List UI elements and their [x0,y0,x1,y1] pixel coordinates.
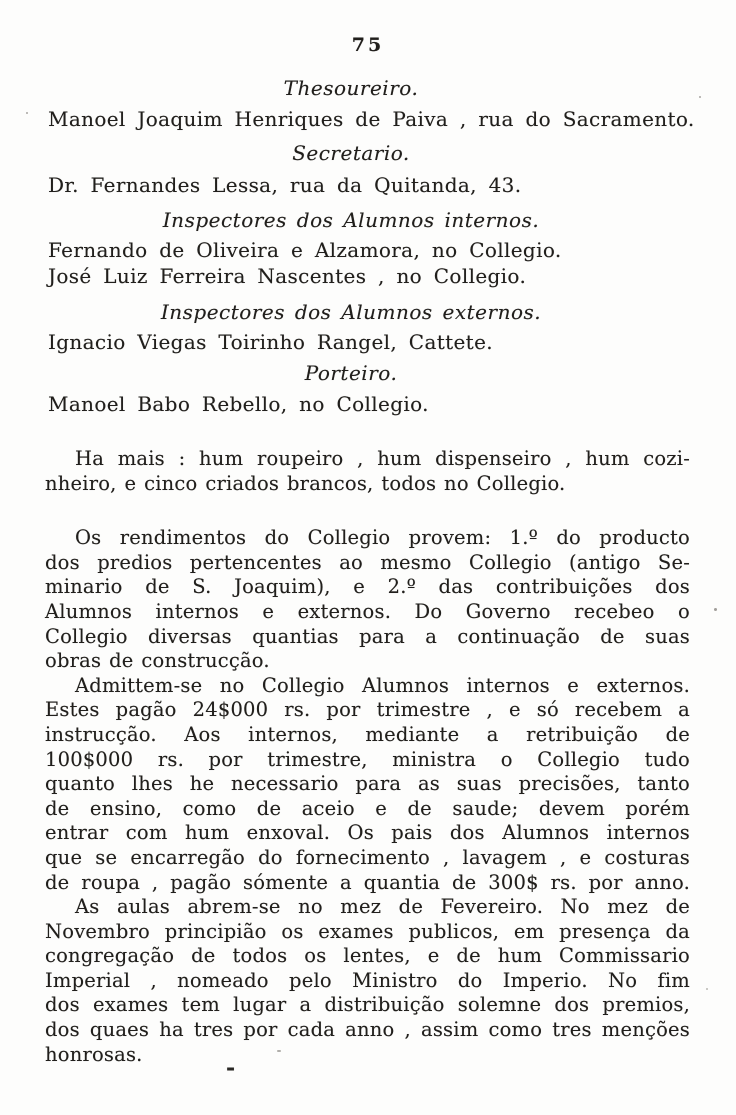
body-line: Estes pagão 24$000 rs. por trimestre , e só recebem a [45,698,690,722]
staff-entry-inspector-externo: Ignacio Viegas Toirinho Rangel, Cattete. [48,330,493,354]
section-heading-secretario: Secretario. [292,141,410,165]
body-line: Alumnos internos e externos. Do Governo recebeo o [45,599,690,623]
section-heading-inspectores-externos: Inspectores dos Alumnos externos. [160,300,542,324]
scan-speck [706,988,708,990]
scan-speck [699,96,701,98]
body-line: dos predios pertencentes ao mesmo Collegio (antigo Se- [45,550,690,574]
body-line: instrucção. Aos internos, mediante a retribuição de [45,722,690,746]
scan-speck [26,112,28,114]
scan-speck [714,608,717,611]
section-heading-inspectores-internos: Inspectores dos Alumnos internos. [162,208,540,232]
staff-entry-porteiro: Manoel Babo Rebello, no Collegio. [48,392,429,416]
body-line: Imperial , nomeado pelo Ministro do Imperio. No fim [45,968,690,992]
body-line: de ensino, como de aceio e de saude; devem porém [45,796,690,820]
body-line: congregação de todos os lentes, e de hum Commissario [45,944,690,968]
staff-entry-inspector-interno-1: Fernando de Oliveira e Alzamora, no Collegio. [48,238,562,262]
body-line: nheiro, e cinco criados brancos, todos no Collegio. [45,471,566,495]
paragraph-ha-mais [45,447,690,496]
staff-entry-thesoureiro: Manoel Joaquim Henriques de Paiva , rua do Sacramento. [48,107,695,131]
staff-entry-inspector-interno-2: José Luiz Ferreira Nascentes , no Collegio. [48,264,527,288]
section-heading-thesoureiro: Thesoureiro. [283,76,419,100]
scan-speck [277,1050,281,1052]
body-line: 100$000 rs. por trimestre, ministra o Collegio tudo [45,747,690,771]
body-line: Ha mais : hum roupeiro , hum dispenseiro , hum cozi- [75,447,690,470]
body-line: dos exames tem lugar a distribuição solemne dos premios, [45,993,690,1017]
body-line: entrar com hum enxoval. Os pais dos Alumnos internos [45,821,690,845]
body-line: minario de S. Joaquim), e 2.º das contribuições dos [45,575,690,599]
body-line: de roupa , pagão sómente a quantia de 300$ rs. por anno. [45,870,690,894]
body-line: As aulas abrem-se no mez de Fevereiro. No mez de [75,895,690,919]
paragraph-aulas [45,895,690,1067]
body-line: Admittem-se no Collegio Alumnos internos e externos. [75,673,690,697]
body-line: que se encarregão do fornecimento , lavagem , e costuras [45,845,690,869]
body-line: dos quaes ha tres por cada anno , assim como tres menções [45,1018,690,1042]
body-line: Os rendimentos do Collegio provem: 1.º do producto [75,526,690,550]
body-line: quanto lhes he necessario para as suas precisões, tanto [45,772,690,796]
body-line: honrosas. [45,1042,143,1066]
body-line: Collegio diversas quantias para a continuação de suas [45,624,690,648]
section-heading-porteiro: Porteiro. [304,361,398,385]
body-line: obras de construcção. [45,649,270,673]
body-text [45,447,690,1067]
paragraph-admissoes [45,674,690,895]
page-number: 75 [351,34,385,56]
body-line: Novembro principião os exames publicos, em presença da [45,919,690,943]
paragraph-rendimentos [45,526,690,674]
staff-entry-secretario: Dr. Fernandes Lessa, rua da Quitanda, 43. [48,173,522,197]
print-mark: - [226,1055,236,1081]
